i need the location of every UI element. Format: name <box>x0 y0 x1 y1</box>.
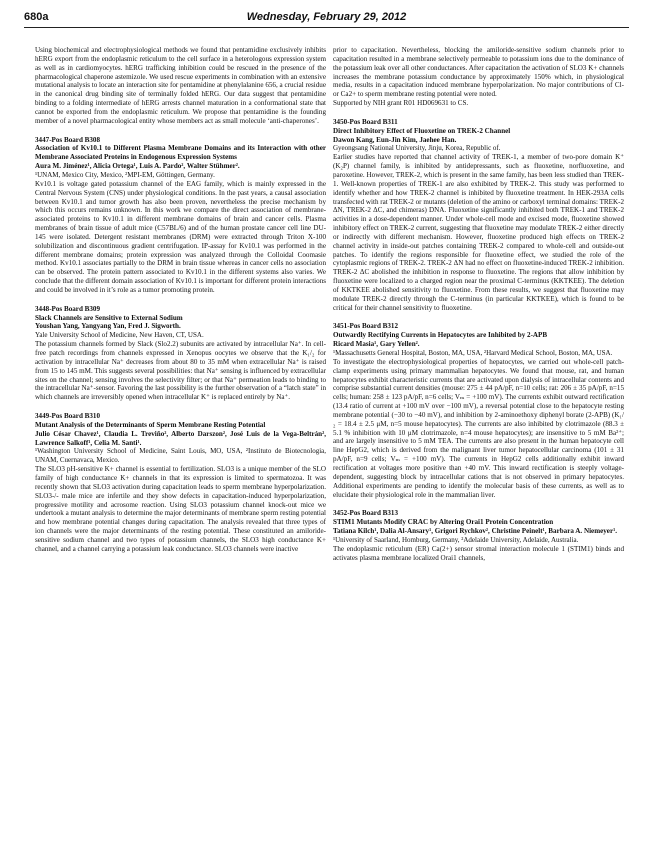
page-number: 680a <box>24 11 49 23</box>
issue-date: Wednesday, February 29, 2012 <box>246 11 407 23</box>
abstract-heading: 3451-Pos Board B312 <box>333 322 399 331</box>
abstract-heading: 3448-Pos Board B309 <box>35 304 101 313</box>
abstract-heading: 3452-Pos Board B313 <box>333 509 399 518</box>
abstract-support: Supported by NIH grant R01 HD069631 to CS. <box>333 99 469 108</box>
abstract-authors: Ricard Masia¹, Gary Yellen². <box>333 340 420 349</box>
abstract-body: Using biochemical and electrophysiological methods we found that pentamidine exclusively inhibits hERG export from the endoplasmic reticulum to the cell surface in a heterologous expression system as well as in cardiomyocytes. hERG trafficking inhibition could be rescued in the presence of the pharmacological chaperone astemizole. We used rescue experiments in combination with an extensive mutational analysis to locate an interaction site for pentamidine at phenylalanine 656, a crucial residue in the canonical drug binding site of terminally folded hERG. Our data suggest that pentamidine binding to a folding intermediate of hERG arrests channel maturation in a conformational state that cannot be exported from the endoplasmic reticulum. We propose that pentamidine is the founding member of a novel pharmacological entity whose members act as small molecule ‘anti-chaperones’. <box>35 46 326 125</box>
abstract-title: Mutant Analysis of the Determinants of Sperm Membrane Resting Potential <box>35 420 266 429</box>
abstract-affiliations: ¹Washington University School of Medicine, Saint Louis, MO, USA, ²Instituto de Biotecnologia, UNAM, Cuernavaca, Mexico. <box>35 447 326 465</box>
abstract-affiliations: Yale University School of Medicine, New Haven, CT, USA. <box>35 331 204 340</box>
abstract-title: STIM1 Mutants Modify CRAC by Altering Orai1 Protein Concentration <box>333 518 554 527</box>
abstract-affiliations: ¹UNAM, Mexico City, Mexico, ²MPI-EM, Göttingen, Germany. <box>35 170 215 179</box>
abstract-title: Slack Channels are Sensitive to External Sodium <box>35 313 183 322</box>
abstract-3450 <box>333 118 624 313</box>
abstract-body: The endoplasmic reticulum (ER) Ca(2+) sensor stromal interaction molecule 1 (STIM1) binds and activates plasma membrane localized Orai1 channels, <box>333 544 624 562</box>
abstract-title: Direct Inhibitory Effect of Fluoxetine on TREK-2 Channel <box>333 126 511 135</box>
abstract-authors: Aura M. Jiménez¹, Alicia Ortega¹, Luis A. Pardo², Walter Stühmer². <box>35 162 240 171</box>
abstract-body: prior to capacitation. Nevertheless, blocking the amiloride-sensitive sodium channels prior to capacitation resulted in a membrane selectively permeable to potassium ions due to the dominance of the potassium leak over all other conductances. After capacitation the activation of SLO3 K+ channels increases the membrane potassium conductance by approximately 150% which, in physiological media, results in a capacitation induced membrane hyperpolarization. No major contributions of Cl- or Ca2+ to sperm membrane resting potential were noted. <box>333 46 624 99</box>
abstract-3451 <box>333 322 624 499</box>
abstract-3449 <box>35 412 326 554</box>
abstract-title: Association of Kv10.1 to Different Plasma Membrane Domains and its Interaction with other Membrane Associated Proteins in Endogenous Expression Systems <box>35 144 326 162</box>
abstract-body: The potassium channels formed by Slack (Slo2.2) subunits are activated by intracellular Na⁺. In cell-free patch recordings from channels expressed in Xenopus oocytes we observe that the K₁/₂ for activation by intracellular Na⁺ decreases from about 80 to 35 mM when extracellular Na⁺ is raised from 15 to 145 mM. This suggests several possibilities: that Na⁺ sensing is influenced by extracellular sites on the channel; sensing involves the selectivity filter; or that Na⁺ permeation leads to binding to the intracellular Na⁺-sensor. Favoring the last possibility is the further observation of a “latch state” in which channels are irreversibly opened when intracellular K⁺ is replaced entirely by Na⁺. <box>35 340 326 402</box>
abstract-affiliations: ¹University of Saarland, Homburg, Germany, ²Adelaide University, Adelaide, Australia. <box>333 535 579 544</box>
abstract-authors: Julio César Chavez¹, Claudia L. Treviño², Alberto Darszon², José Luis de la Vega-Beltrán², Lawrence Salkoff¹, Celia M. Santi¹. <box>35 429 326 447</box>
page-header <box>24 9 629 31</box>
abstract-affiliations: Gyeongsang National University, Jinju, Korea, Republic of. <box>333 144 501 153</box>
abstract-heading: 3449-Pos Board B310 <box>35 412 101 421</box>
abstract-3447 <box>35 136 326 295</box>
header-rule <box>24 27 629 28</box>
abstract-body: The SLO3 pH-sensitive K+ channel is essential to fertilization. SLO3 is a unique member of the SLO family of high conductance K+ channels in that its expression is limited to spermatozoa. It was recently shown that SLO3 activation during capacitation leads to sperm membrane hyperpolarization. SLO3-/- male mice are infertile and they show defects in capacitation-induced hyperpolarization, progressive motility and acrosome reaction. Using SLO3 potassium channel knock-out mice we undertook a mutant analysis to determine the major determinants of membrane sperm resting potential and how membrane potential changes during capacitation. The analysis revealed that three types of ion channels were the major determinants of the resting potential. These constituted an amiloride-sensitive sodium channel and two types of potassium channels, the SLO3 high conductance K+ channel, and a channel carrying a potassium leak conductance. SLO3 channels were inactive <box>35 465 326 553</box>
left-column <box>35 46 326 564</box>
abstract-body: To investigate the electrophysiological properties of hepatocytes, we carried out whole-cell patch-clamp experiments using primary mammalian hepatocytes. We found that mouse, rat, and human hepatocytes exhibit characteristic currents that are activated upon dialysis of intracellular contents and comprise substantial current densities (mouse: 275 ± 44 pA/pF, n=10 cells; rat: 206 ± 35 pA/pF, n=15 cells; human: 258 ± 123 pA/pF, n=6 cells; Vₘ = +100 mV). The currents exhibit outward rectification (13.4 ratio of current at +100 mV over −100 mV), a reversal potential close to the hepatocyte resting membrane potential (−30 to −40 mV), and inhibition by 2-aminoethoxy diphenyl borate (2-APB) (K₁/₂ = 18.4 ± 2.5 μM, n=5 mouse hepatocytes). The currents are also inhibited by clotrimazole (88.3 ± 5.1 % inhibition with 10 μM clotrimazole, n=4 mouse hepatocytes); are insensitive to 5 mM Ba²⁺; and are largely insensitive to 5 mM TEA. The currents are also present in the human hepatocyte cell line HepG2, which is derived from the malignant liver tumor hepatocellular carcinoma (101 ± 31 pA/pF, n=9 cells; Vₘ = +100 mV). The currents in HepG2 cells additionally exhibit inward rectification at voltages more positive than +40 mV. This inward rectification is steeply voltage-dependent, suggesting block by intracellular cations that is not observed in primary hepatocytes. Additional experiments are pending to identify the molecular basis of these currents, as well as to elucidate their physiological role in the mammalian liver. <box>333 357 624 499</box>
abstract-heading: 3450-Pos Board B311 <box>333 117 398 126</box>
abstract-3452 <box>333 509 624 562</box>
abstract-3448 <box>35 305 326 402</box>
right-column <box>333 46 624 572</box>
abstract-body: Kv10.1 is voltage gated potassium channel of the EAG family, which is mainly expressed in the Central Nervous System (CNS) under physiological conditions. In the past years, a causal association between Kv10.1 and tumor growth has also been proven, nevertheless the precise mechanism by which this occurs remains unknown. In this work we compare the direct association of membrane-associated proteins to Kv10.1 in different membrane domains of brain and cancer cells. Plasma membranes of brain tissue of adult mice (C57BL/6) and of the human prostate cancer cell line DU-145 were isolated. Detergent resistant membranes (DRM) were extracted through Triton X-100 solubilization and discontinuous gradient centrifugation. IP-assay for Kv10.1 was performed in the different membrane domains; protein expression was analyzed through the Colloidal Coomasie method. Kv10.1 associates partially to the DRM in brain tissue whereas in cancer cells no association can be observed. The protein pattern associated to Kv10.1 in the different systems also varies. We conclude that the different domain association of Kv10.1 is important for different protein interactions and could be involved in it’s role as a tumor promoting protein. <box>35 179 326 294</box>
abstract-authors: Youshan Yang, Yangyang Yan, Fred J. Sigworth. <box>35 322 181 331</box>
abstract-heading: 3447-Pos Board B308 <box>35 135 101 144</box>
abstract-body: Earlier studies have reported that channel activity of TREK-1, a member of two-pore domain K⁺ (K₂P) channel family, is inhibited by antidepressants, such as fluoxetine, norfluoxetine, and paroxetine. However, TREK-2, which is present in the same family, has been less studied than TREK-1. Well-known properties of TREK-1 are also exhibited by TREK-2. This study was performed to identify whether and how TREK-2 channel is inhibited by fluoxetine treatment. In HEK-293A cells transfected with rat TREK-2 or mutants (deletion of the amino or carboxyl terminal domains: TREK-2 ΔN, TREK-2 ΔC, and chimeras) DNA. Fluoxetine significantly inhibited both TREK-1 and TREK-2 activities in a dose-dependent manner. Under whole-cell mode and excised mode, fluoxetine showed inhibitory effect on TREK-2 current, suggesting that fluoxetine may modulate TREK-2 either directly or indirectly with different mechanism. However, fluoxetine produced high effects on TREK-2 channel activity in inside-out patches containing TREK-2 compared to whole-cell and outside-out patches. To identify the regions responsible for fluoxetine effect, we studied the role of the cytoplasmic regions of TREK-2. TREK-2 ΔN had no effect on fluoxetine-induced TREK-2 inhibition. TREK-2 ΔC abolished the inhibition in response to fluoxetine. The regions that allow inhibition by fluoxetine were localized to a charged region near the proximal C-terminus (KKTKEE). The deletion of KKTKEE abolished sensitivity to fluoxetine. From these results, we suggest that fluoxetine may modulate TREK-2 directly through the C-terminus (in particular KKTKEE), which is found to be critical for their channel sensitivity to fluoxetine. <box>333 153 624 312</box>
abstract-authors: Dawon Kang, Eun-Jin Kim, Jaehee Han. <box>333 135 457 144</box>
abstract-continuation <box>333 46 624 108</box>
abstract-title: Outwardly Rectifying Currents in Hepatocytes are Inhibited by 2-APB <box>333 331 548 340</box>
abstract-authors: Tatiana Kilch¹, Dalia Al-Ansary¹, Grigori Rychkov², Christine Peinelt¹, Barbara A. Niemeyer¹. <box>333 527 618 536</box>
abstract-affiliations: ¹Massachusetts General Hospital, Boston, MA, USA, ²Harvard Medical School, Boston, MA, USA. <box>333 349 613 357</box>
abstract-continuation <box>35 46 326 126</box>
